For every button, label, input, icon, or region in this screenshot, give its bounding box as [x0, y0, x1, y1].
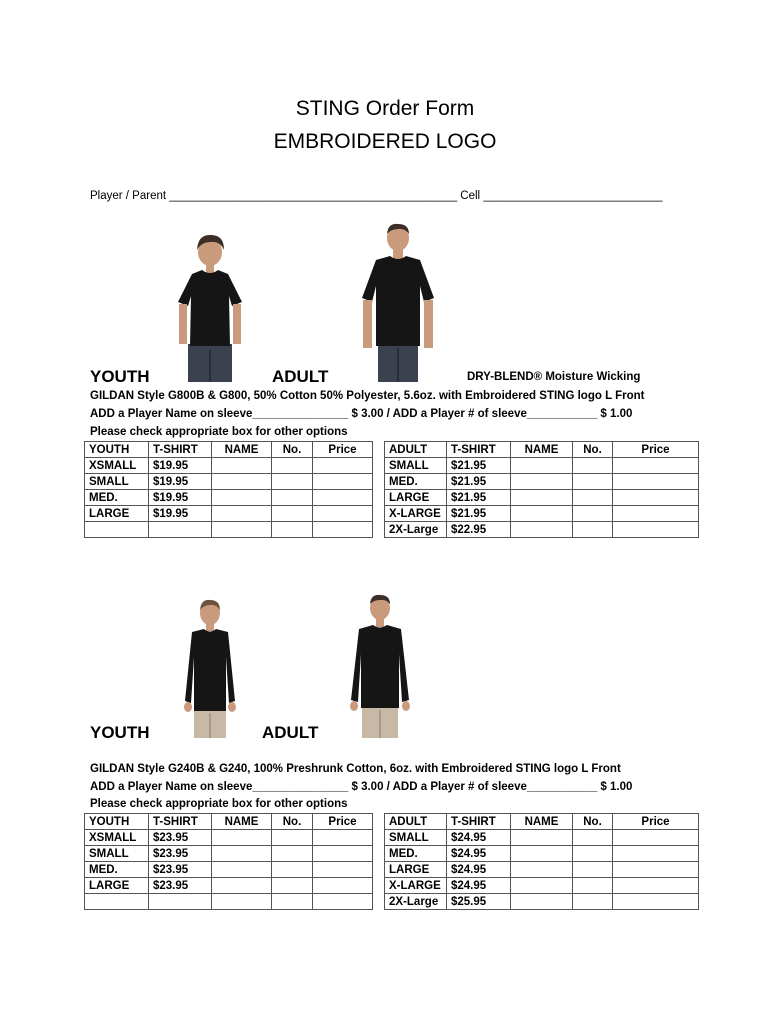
- price-entry-cell[interactable]: [313, 830, 373, 846]
- price-entry-cell[interactable]: [613, 830, 699, 846]
- name-entry-cell[interactable]: [212, 862, 272, 878]
- column-header: NAME: [511, 814, 573, 830]
- price-cell: $25.95: [447, 894, 511, 910]
- adult-long-sleeve-photo: [346, 592, 414, 738]
- price-cell: $23.95: [149, 846, 212, 862]
- section1-name-option-line: ADD a Player Name on sleeve_______________ $ 3.00 / ADD a Player # of sleeve___________ $ 1.00: [90, 408, 633, 420]
- number-entry-cell[interactable]: [573, 490, 613, 506]
- column-header: T-SHIRT: [149, 814, 212, 830]
- size-cell: MED.: [85, 490, 149, 506]
- price-cell: $19.95: [149, 458, 212, 474]
- name-entry-cell[interactable]: [212, 506, 272, 522]
- price-entry-cell[interactable]: [313, 506, 373, 522]
- table-row: [385, 830, 699, 846]
- column-header: No.: [272, 814, 313, 830]
- price-cell: $19.95: [149, 506, 212, 522]
- table-header-row: [85, 814, 373, 830]
- price-cell: $19.95: [149, 490, 212, 506]
- price-cell: $19.95: [149, 474, 212, 490]
- size-cell: SMALL: [385, 458, 447, 474]
- section1-youth-table: [84, 441, 373, 538]
- price-entry-cell[interactable]: [313, 522, 373, 538]
- price-entry-cell[interactable]: [613, 458, 699, 474]
- name-entry-cell[interactable]: [511, 862, 573, 878]
- price-entry-cell[interactable]: [313, 878, 373, 894]
- table-row: [85, 894, 373, 910]
- price-entry-cell[interactable]: [313, 490, 373, 506]
- column-header: Price: [313, 814, 373, 830]
- price-cell: $23.95: [149, 830, 212, 846]
- section2-youth-label: YOUTH: [90, 723, 150, 742]
- page-title: STING Order Form: [295, 97, 475, 120]
- table-row: [85, 506, 373, 522]
- section1-youth-label: YOUTH: [90, 367, 150, 386]
- name-entry-cell[interactable]: [511, 458, 573, 474]
- size-cell: MED.: [385, 846, 447, 862]
- number-entry-cell[interactable]: [272, 894, 313, 910]
- table-header-row: [385, 442, 699, 458]
- table-row: [85, 458, 373, 474]
- column-header: YOUTH: [85, 442, 149, 458]
- name-entry-cell[interactable]: [212, 894, 272, 910]
- price-cell: $22.95: [447, 522, 511, 538]
- table-row: [385, 862, 699, 878]
- number-entry-cell[interactable]: [573, 474, 613, 490]
- price-entry-cell[interactable]: [313, 862, 373, 878]
- player-parent-line: [90, 190, 662, 202]
- size-cell: LARGE: [385, 862, 447, 878]
- section2-adult-label: ADULT: [262, 723, 319, 742]
- column-header: Price: [313, 442, 373, 458]
- name-entry-cell[interactable]: [212, 846, 272, 862]
- column-header: T-SHIRT: [447, 814, 511, 830]
- size-cell: 2X-Large: [385, 894, 447, 910]
- column-header: YOUTH: [85, 814, 149, 830]
- price-entry-cell[interactable]: [313, 458, 373, 474]
- name-entry-cell[interactable]: [511, 830, 573, 846]
- number-entry-cell[interactable]: [272, 862, 313, 878]
- table-row: [385, 490, 699, 506]
- table-row: [85, 474, 373, 490]
- cell-label: Cell: [460, 190, 481, 202]
- price-entry-cell[interactable]: [313, 894, 373, 910]
- price-cell: $24.95: [447, 862, 511, 878]
- table-row: [385, 506, 699, 522]
- section2-adult-table: [384, 813, 699, 910]
- column-header: NAME: [511, 442, 573, 458]
- number-entry-cell[interactable]: [272, 830, 313, 846]
- number-entry-cell[interactable]: [573, 894, 613, 910]
- number-entry-cell[interactable]: [272, 474, 313, 490]
- empty-cell[interactable]: [85, 522, 149, 538]
- number-entry-cell[interactable]: [272, 878, 313, 894]
- column-header: No.: [573, 814, 613, 830]
- table-row: [385, 894, 699, 910]
- price-cell: $21.95: [447, 458, 511, 474]
- column-header: T-SHIRT: [149, 442, 212, 458]
- name-entry-cell[interactable]: [511, 474, 573, 490]
- name-entry-cell[interactable]: [511, 894, 573, 910]
- price-cell: $21.95: [447, 506, 511, 522]
- table-row: [85, 846, 373, 862]
- column-header: Price: [613, 442, 699, 458]
- column-header: NAME: [212, 442, 272, 458]
- number-entry-cell[interactable]: [272, 506, 313, 522]
- price-entry-cell[interactable]: [613, 522, 699, 538]
- size-cell: X-LARGE: [385, 878, 447, 894]
- table-row: [85, 878, 373, 894]
- column-header: No.: [573, 442, 613, 458]
- size-cell: LARGE: [85, 506, 149, 522]
- number-entry-cell[interactable]: [573, 458, 613, 474]
- player-parent-field[interactable]: _____________________________________________: [169, 190, 458, 202]
- section1-adult-table: [384, 441, 699, 538]
- size-cell: LARGE: [85, 878, 149, 894]
- number-entry-cell[interactable]: [573, 830, 613, 846]
- size-cell: SMALL: [85, 846, 149, 862]
- table-row: [85, 862, 373, 878]
- column-header: ADULT: [385, 442, 447, 458]
- table-row: [385, 878, 699, 894]
- section2-style-line: GILDAN Style G240B & G240, 100% Preshrunk Cotton, 6oz. with Embroidered STING logo L Front: [90, 763, 621, 775]
- name-entry-cell[interactable]: [511, 878, 573, 894]
- youth-short-sleeve-photo: [170, 232, 250, 382]
- size-cell: SMALL: [85, 474, 149, 490]
- size-cell: SMALL: [385, 830, 447, 846]
- name-entry-cell[interactable]: [212, 474, 272, 490]
- empty-cell[interactable]: [85, 894, 149, 910]
- player-parent-label: Player / Parent: [90, 190, 167, 202]
- name-entry-cell[interactable]: [511, 846, 573, 862]
- column-header: Price: [613, 814, 699, 830]
- empty-cell[interactable]: [149, 894, 212, 910]
- column-header: NAME: [212, 814, 272, 830]
- price-cell: $23.95: [149, 878, 212, 894]
- section2-name-option-line: ADD a Player Name on sleeve_______________ $ 3.00 / ADD a Player # of sleeve___________ $ 1.00: [90, 781, 633, 793]
- number-entry-cell[interactable]: [573, 522, 613, 538]
- size-cell: MED.: [85, 862, 149, 878]
- page-subtitle: EMBROIDERED LOGO: [273, 130, 497, 153]
- price-entry-cell[interactable]: [613, 878, 699, 894]
- name-entry-cell[interactable]: [212, 522, 272, 538]
- cell-field[interactable]: ____________________________: [483, 190, 663, 202]
- size-cell: MED.: [385, 474, 447, 490]
- column-header: No.: [272, 442, 313, 458]
- section2-youth-table: [84, 813, 373, 910]
- name-entry-cell[interactable]: [212, 458, 272, 474]
- number-entry-cell[interactable]: [272, 458, 313, 474]
- price-cell: $24.95: [447, 878, 511, 894]
- table-row: [385, 458, 699, 474]
- price-entry-cell[interactable]: [613, 846, 699, 862]
- section1-check-note: Please check appropriate box for other options: [90, 426, 348, 438]
- name-entry-cell[interactable]: [212, 878, 272, 894]
- price-entry-cell[interactable]: [613, 894, 699, 910]
- number-entry-cell[interactable]: [272, 846, 313, 862]
- number-entry-cell[interactable]: [272, 490, 313, 506]
- number-entry-cell[interactable]: [573, 862, 613, 878]
- price-entry-cell[interactable]: [613, 474, 699, 490]
- section1-style-line: GILDAN Style G800B & G800, 50% Cotton 50% Polyester, 5.6oz. with Embroidered STING logo L Front: [90, 390, 645, 402]
- table-row: [85, 830, 373, 846]
- section2-check-note: Please check appropriate box for other options: [90, 798, 348, 810]
- number-entry-cell[interactable]: [573, 846, 613, 862]
- table-header-row: [85, 442, 373, 458]
- size-cell: XSMALL: [85, 830, 149, 846]
- number-entry-cell[interactable]: [272, 522, 313, 538]
- name-entry-cell[interactable]: [212, 830, 272, 846]
- column-header: T-SHIRT: [447, 442, 511, 458]
- name-entry-cell[interactable]: [212, 490, 272, 506]
- table-header-row: [385, 814, 699, 830]
- moisture-wicking-note: DRY-BLEND® Moisture Wicking: [467, 371, 641, 383]
- price-cell: $21.95: [447, 474, 511, 490]
- size-cell: 2X-Large: [385, 522, 447, 538]
- number-entry-cell[interactable]: [573, 506, 613, 522]
- price-cell: $23.95: [149, 862, 212, 878]
- price-entry-cell[interactable]: [313, 846, 373, 862]
- price-entry-cell[interactable]: [613, 490, 699, 506]
- name-entry-cell[interactable]: [511, 506, 573, 522]
- name-entry-cell[interactable]: [511, 490, 573, 506]
- size-cell: X-LARGE: [385, 506, 447, 522]
- table-row: [85, 522, 373, 538]
- adult-short-sleeve-photo: [358, 220, 438, 382]
- price-cell: $24.95: [447, 830, 511, 846]
- price-entry-cell[interactable]: [313, 474, 373, 490]
- table-row: [85, 490, 373, 506]
- table-row: [385, 846, 699, 862]
- size-cell: LARGE: [385, 490, 447, 506]
- number-entry-cell[interactable]: [573, 878, 613, 894]
- price-entry-cell[interactable]: [613, 862, 699, 878]
- youth-long-sleeve-photo: [178, 597, 242, 738]
- price-entry-cell[interactable]: [613, 506, 699, 522]
- price-cell: $21.95: [447, 490, 511, 506]
- section1-adult-label: ADULT: [272, 367, 329, 386]
- table-row: [385, 474, 699, 490]
- column-header: ADULT: [385, 814, 447, 830]
- size-cell: XSMALL: [85, 458, 149, 474]
- table-row: [385, 522, 699, 538]
- name-entry-cell[interactable]: [511, 522, 573, 538]
- price-cell: $24.95: [447, 846, 511, 862]
- empty-cell[interactable]: [149, 522, 212, 538]
